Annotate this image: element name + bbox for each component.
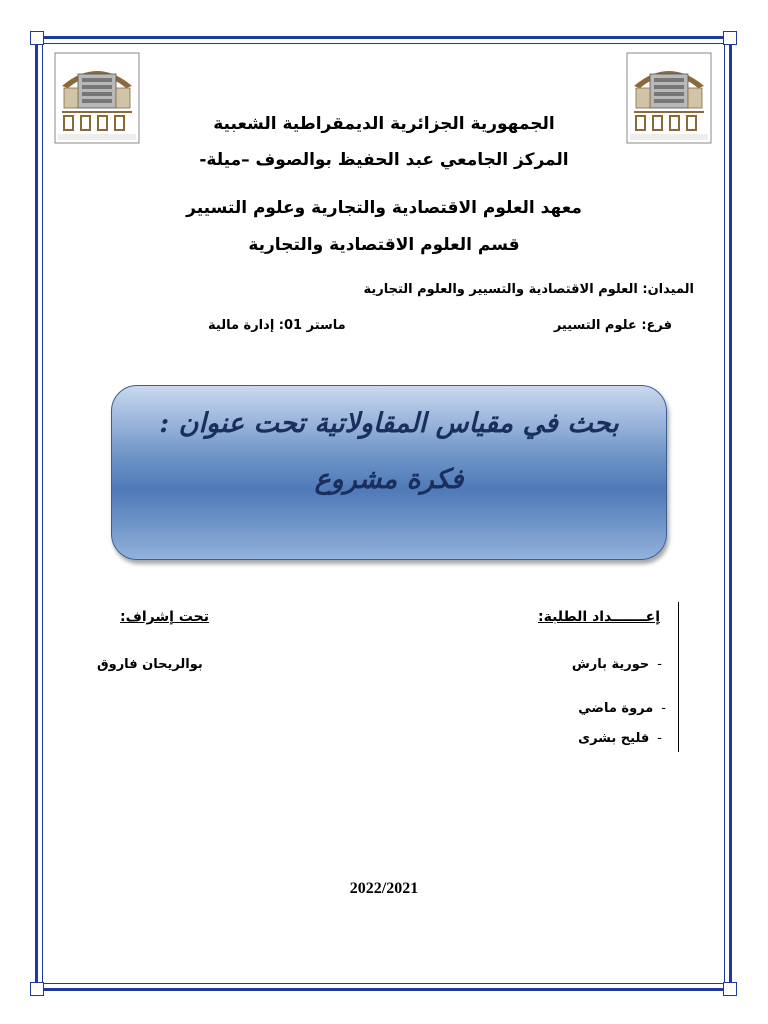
student-dash: - <box>657 731 662 746</box>
supervisor-label: تحت إشراف: <box>120 609 209 625</box>
department-heading: قسم العلوم الاقتصادية والتجارية <box>248 235 520 255</box>
student-name-3 <box>578 731 662 746</box>
branch-line: فرع: علوم التسيير <box>553 318 672 333</box>
students-label: إعـــــــداد الطلبة: <box>537 609 660 625</box>
student-name-text: مروة ماضي <box>578 701 654 716</box>
student-name-text: فليح بشرى <box>578 731 650 746</box>
border-corner-bottom-right <box>723 982 737 996</box>
university-heading: المركز الجامعي عبد الحفيظ بوالصوف –ميلة- <box>199 150 569 170</box>
republic-heading: الجمهورية الجزائرية الديمقراطية الشعبية <box>213 114 555 134</box>
student-dash: - <box>657 657 662 672</box>
master-line: ماستر 01: إدارة مالية <box>208 318 346 333</box>
students-divider <box>678 602 679 752</box>
student-name-2 <box>578 701 666 716</box>
supervisor-name: بوالريحان فاروق <box>97 657 203 672</box>
title-line-1: بحث في مقياس المقاولاتية تحت عنوان : <box>159 408 619 439</box>
institute-heading: معهد العلوم الاقتصادية والتجارية وعلوم التسيير <box>186 198 582 218</box>
border-corner-top-right <box>723 31 737 45</box>
border-corner-bottom-left <box>30 982 44 996</box>
title-box <box>111 385 667 560</box>
student-dash: - <box>661 701 666 716</box>
student-name-text: حورية بارش <box>571 657 650 672</box>
border-corner-top-left <box>30 31 44 45</box>
academic-year: 2022/2021 <box>349 880 419 897</box>
title-line-2: فكرة مشروع <box>314 464 464 495</box>
student-name-1 <box>572 657 662 672</box>
field-line: الميدان: العلوم الاقتصادية والتسيير والعلوم التجارية <box>363 282 694 297</box>
